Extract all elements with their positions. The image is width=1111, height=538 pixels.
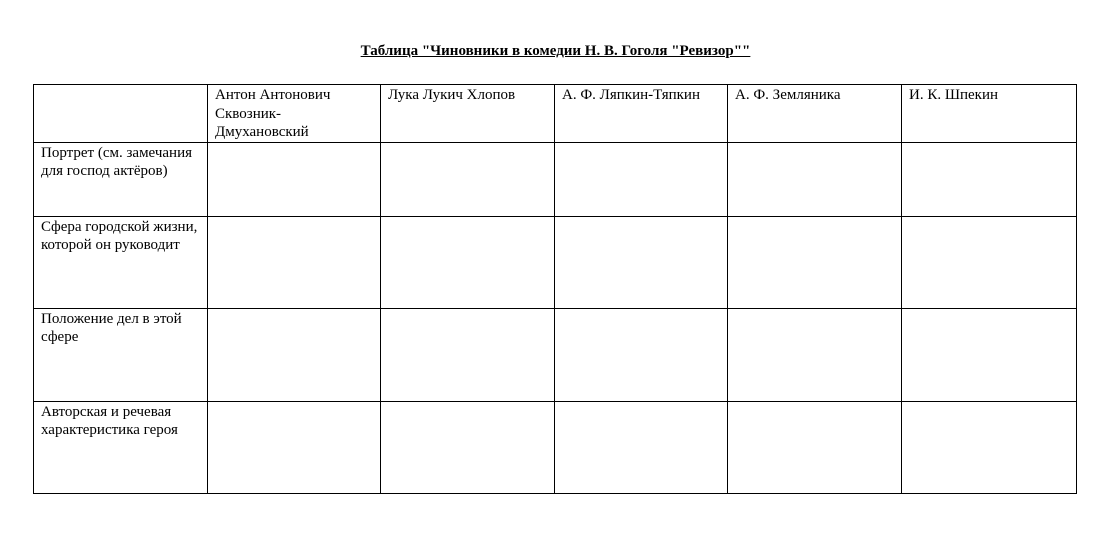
column-header-khlopov: Лука Лукич Хлопов: [381, 85, 555, 143]
table-cell: [902, 401, 1077, 493]
table-cell: [555, 142, 728, 216]
officials-table: [33, 84, 1077, 494]
table-row: [34, 308, 1077, 401]
table-cell: [555, 401, 728, 493]
document-title: Таблица "Чиновники в комедии Н. В. Гоголя "Ревизор"": [360, 43, 751, 59]
table-cell: [728, 216, 902, 308]
table-cell: [208, 142, 381, 216]
corner-cell: [34, 85, 208, 143]
table-row: [34, 216, 1077, 308]
row-header-characterization: Авторская и речевая характеристика героя: [34, 401, 208, 493]
column-header-skvoznik-dmukhanovsky: Антон Антонович Сквозник-Дмухановский: [208, 85, 381, 143]
row-header-sphere: Сфера городской жизни, которой он руководит: [34, 216, 208, 308]
table-row: [34, 142, 1077, 216]
table-cell: [208, 401, 381, 493]
table-cell: [902, 216, 1077, 308]
column-header-zemlyanika: А. Ф. Земляника: [728, 85, 902, 143]
table-cell: [555, 308, 728, 401]
table-cell: [902, 142, 1077, 216]
table-cell: [728, 401, 902, 493]
table-cell: [381, 308, 555, 401]
table-cell: [728, 308, 902, 401]
column-header-lyapkin-tyapkin: А. Ф. Ляпкин-Тяпкин: [555, 85, 728, 143]
table-cell: [381, 142, 555, 216]
table-cell: [902, 308, 1077, 401]
table-cell: [208, 216, 381, 308]
column-header-shpekin: И. К. Шпекин: [902, 85, 1077, 143]
table-cell: [381, 401, 555, 493]
table-cell: [381, 216, 555, 308]
row-header-state-of-affairs: Положение дел в этой сфере: [34, 308, 208, 401]
table-row: [34, 401, 1077, 493]
table-cell: [555, 216, 728, 308]
table-header-row: [34, 85, 1077, 143]
table-cell: [208, 308, 381, 401]
row-header-portrait: Портрет (см. замечания для господ актёров): [34, 142, 208, 216]
table-cell: [728, 142, 902, 216]
